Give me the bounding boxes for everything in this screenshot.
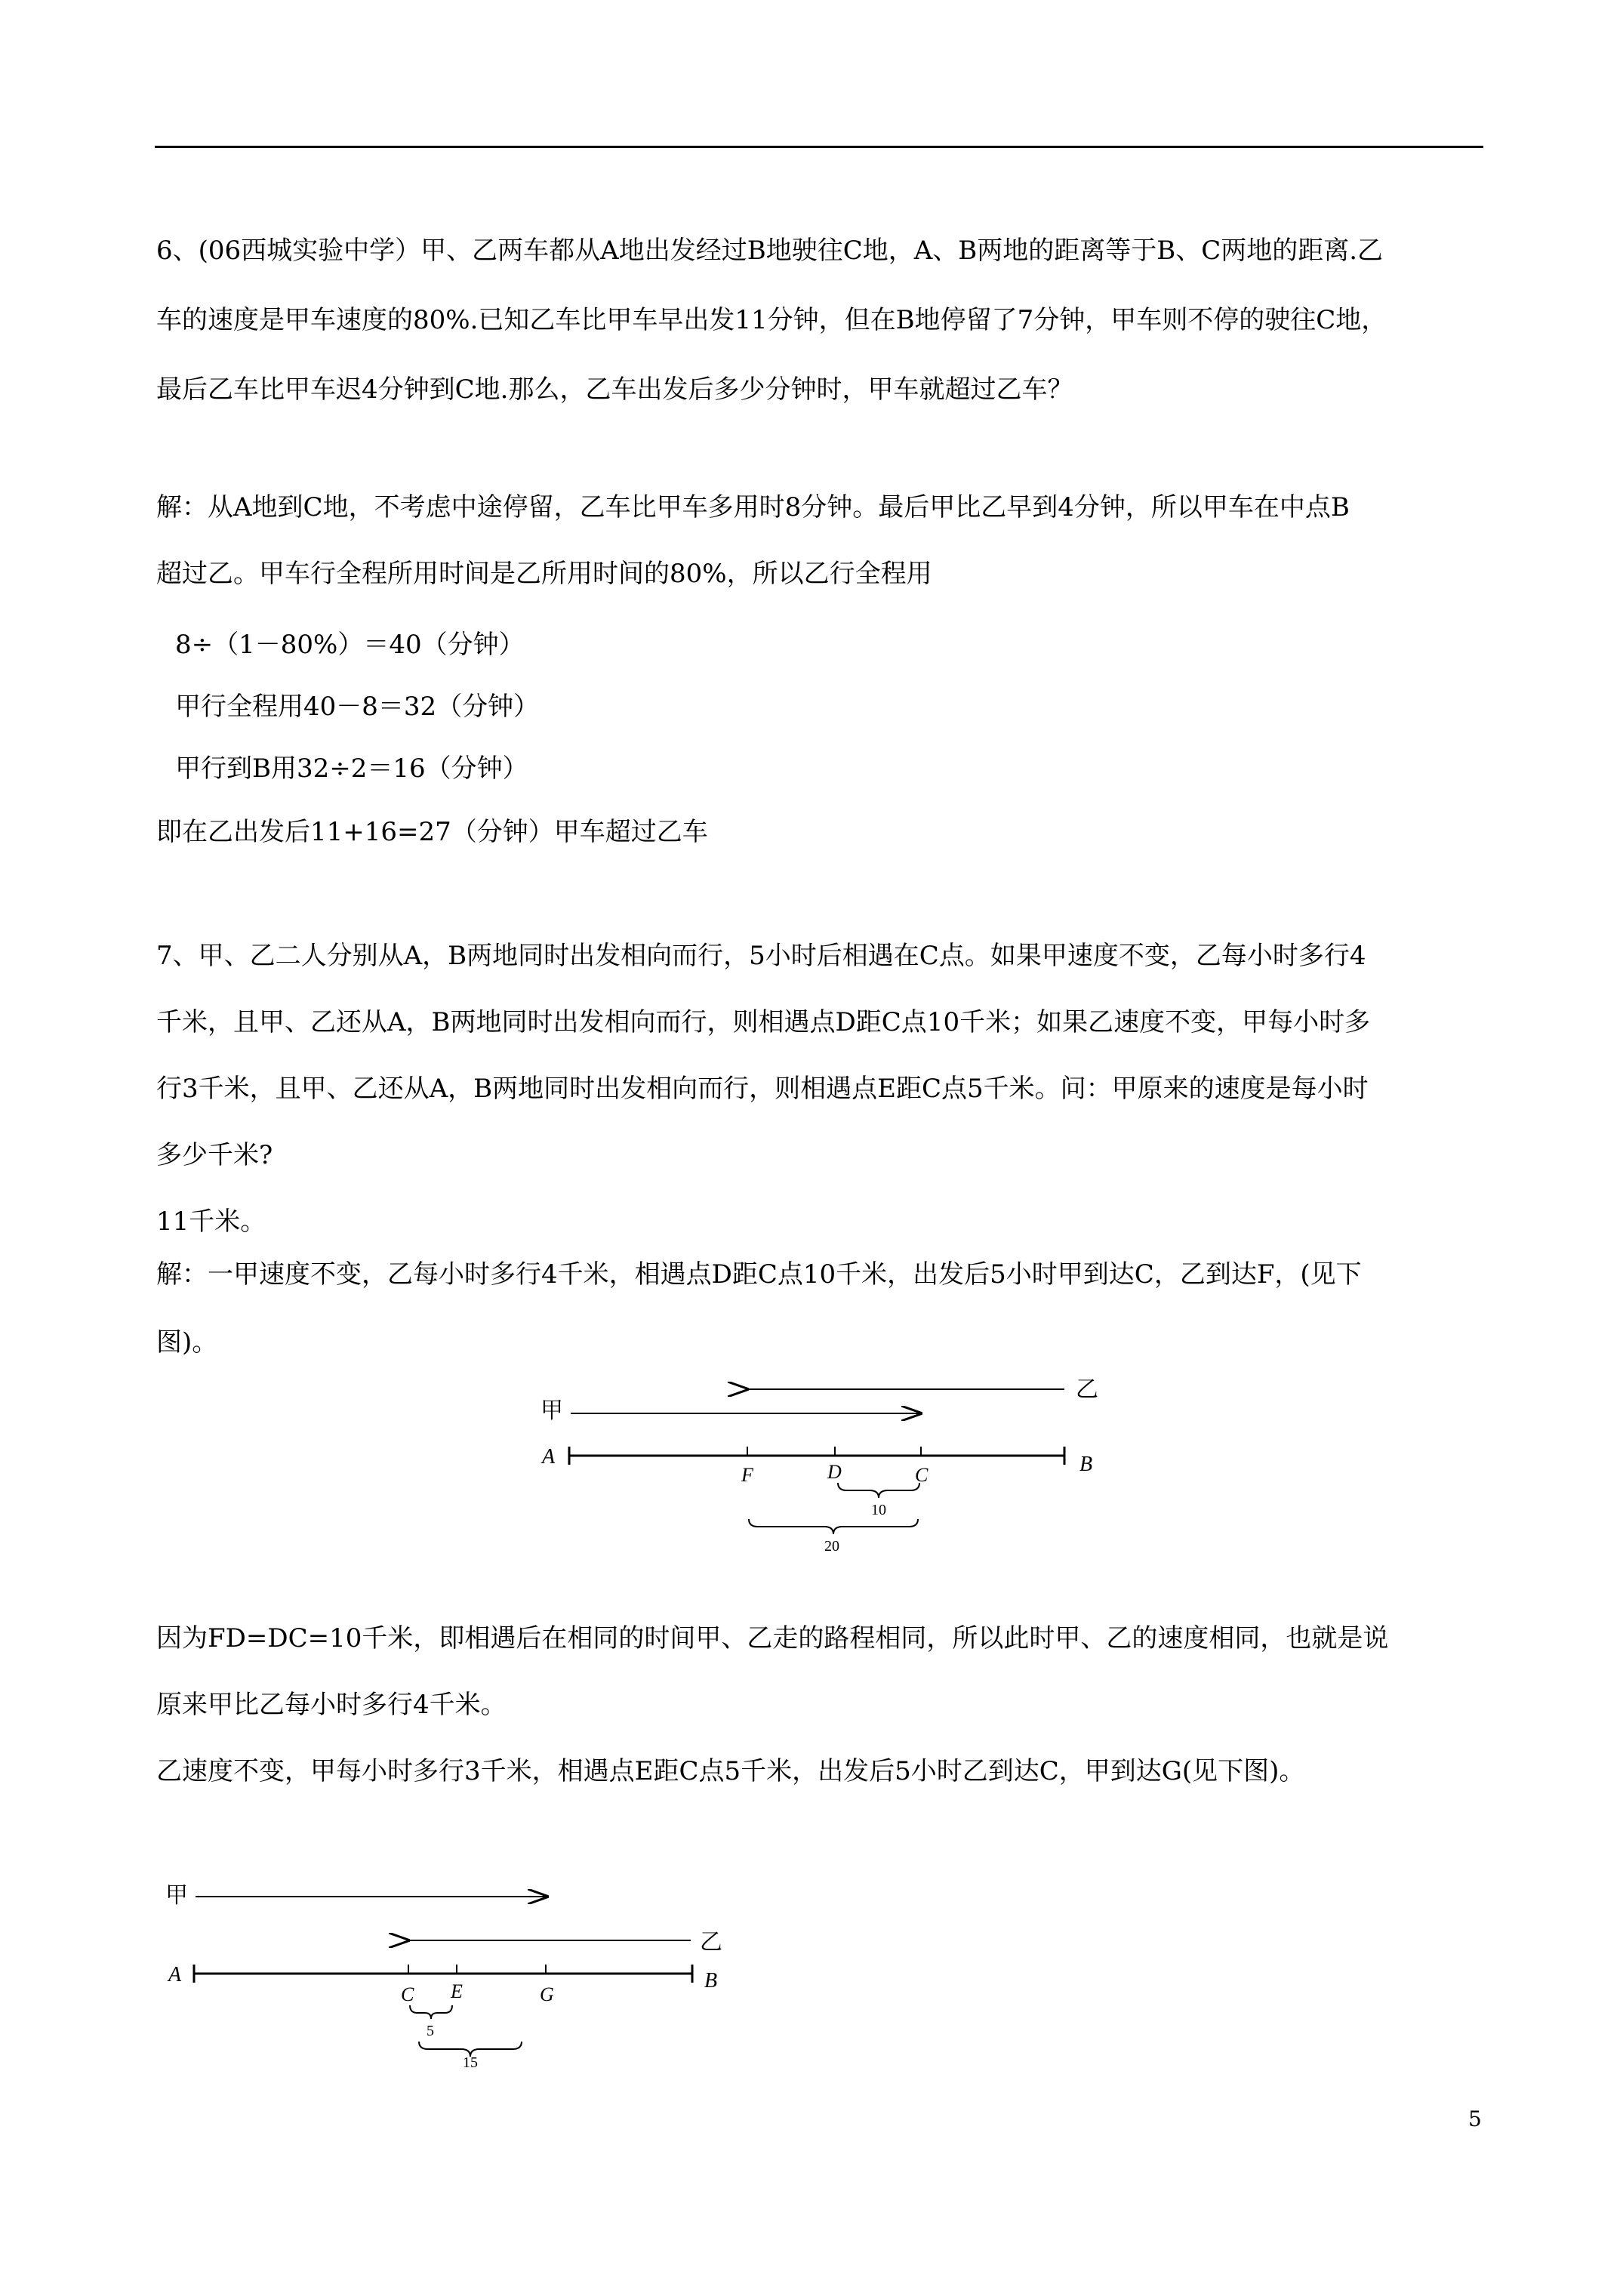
brace-fc [749, 1519, 918, 1534]
distance-ce-label: 5 [427, 2023, 434, 2039]
calc-line-1: 8÷（1－80%）＝40（分钟） [175, 630, 525, 660]
explanation-7 [156, 1623, 1485, 1721]
distance-dc-label: 10 [871, 1502, 886, 1518]
explanation-7-line-2: 原来甲比乙每小时多行4千米。 [156, 1690, 507, 1720]
explanation-7-line-1: 因为FD=DC=10千米，即相遇后在相同的时间甲、乙走的路程相同，所以此时甲、乙的速度相同，也就是说 [156, 1623, 1389, 1653]
yi-label-2: 乙 [700, 1930, 722, 1955]
page-number: 5 [1468, 2106, 1482, 2131]
question-7-line-4: 多少千米? [156, 1140, 273, 1170]
jia-label: 甲 [540, 1398, 563, 1423]
point-g-label-2: G [540, 1983, 554, 2005]
solution-7-line-1: 解：一甲速度不变，乙每小时多行4千米，相遇点D距C点10千米，出发后5小时甲到达C，乙到达F，(见下 [156, 1259, 1362, 1290]
question-7-line-1: 7、甲、乙二人分别从A，B两地同时出发相向而行，5小时后相遇在C点。如果甲速度不变，乙每小时多行4 [156, 941, 1366, 971]
yi-label: 乙 [1076, 1377, 1098, 1402]
brace-ce [410, 2005, 452, 2019]
point-a-label: A [542, 1445, 556, 1469]
question-7-line-3: 行3千米，且甲、乙还从A，B两地同时出发相向而行，则相遇点E距C点5千米。问：甲原来的速度是每小时 [156, 1074, 1369, 1104]
distance-cg-label: 15 [463, 2054, 478, 2069]
point-e-label-2: E [451, 1980, 463, 2002]
point-b-label-2: B [704, 1969, 718, 1992]
question-6-line-1: 6、(06西城实验中学）甲、乙两车都从A地出发经过B地驶往C地，A、B两地的距离等于B、C两地的距离.乙 [156, 236, 1384, 266]
question-6 [156, 236, 1485, 405]
diagram-meeting-point-e [155, 1865, 744, 2069]
point-b-label: B [1079, 1453, 1093, 1476]
question-7 [156, 941, 1485, 1171]
distance-fc-label: 20 [824, 1538, 839, 1555]
point-f-label: F [741, 1464, 753, 1486]
question-6-line-3: 最后乙车比甲车迟4分钟到C地.那么，乙车出发后多少分钟时，甲车就超过乙车？ [156, 374, 1073, 405]
calc-line-3: 甲行到B用32÷2＝16（分钟） [175, 754, 528, 784]
point-c-label: C [915, 1464, 929, 1486]
solution-6 [156, 492, 1485, 590]
brace-dc [838, 1483, 919, 1498]
question-7-line-2: 千米，且甲、乙还从A，B两地同时出发相向而行，则相遇点D距C点10千米；如果乙速度不变，甲每小时多 [156, 1007, 1371, 1037]
point-c-label-2: C [401, 1983, 414, 2005]
point-d-label: D [827, 1461, 842, 1483]
calc-line-2: 甲行全程用40－8＝32（分钟） [175, 692, 540, 722]
diagram-meeting-point-d [528, 1359, 1117, 1555]
solution-6-line-1: 解：从A地到C地，不考虑中途停留，乙车比甲车多用时8分钟。最后甲比乙早到4分钟，所以甲车在中点B [156, 492, 1350, 522]
solution-6-conclusion: 即在乙出发后11+16=27（分钟）甲车超过乙车 [156, 817, 708, 847]
solution-7-line-2: 图)。 [156, 1327, 218, 1358]
jia-label-2: 甲 [165, 1883, 188, 1908]
explanation-7-second: 乙速度不变，甲每小时多行3千米，相遇点E距C点5千米，出发后5小时乙到达C，甲到达G(见下图)。 [156, 1756, 1305, 1786]
solution-6-line-2: 超过乙。甲车行全程所用时间是乙所用时间的80%，所以乙行全程用 [156, 559, 932, 589]
header-rule [155, 146, 1483, 148]
point-a-label-2: A [168, 1963, 182, 1986]
solution-7 [156, 1259, 1485, 1358]
question-7-answer: 11千米。 [156, 1207, 266, 1237]
question-6-line-2: 车的速度是甲车速度的80%.已知乙车比甲车早出发11分钟，但在B地停留了7分钟，甲车则不停的驶往C地， [156, 305, 1387, 335]
